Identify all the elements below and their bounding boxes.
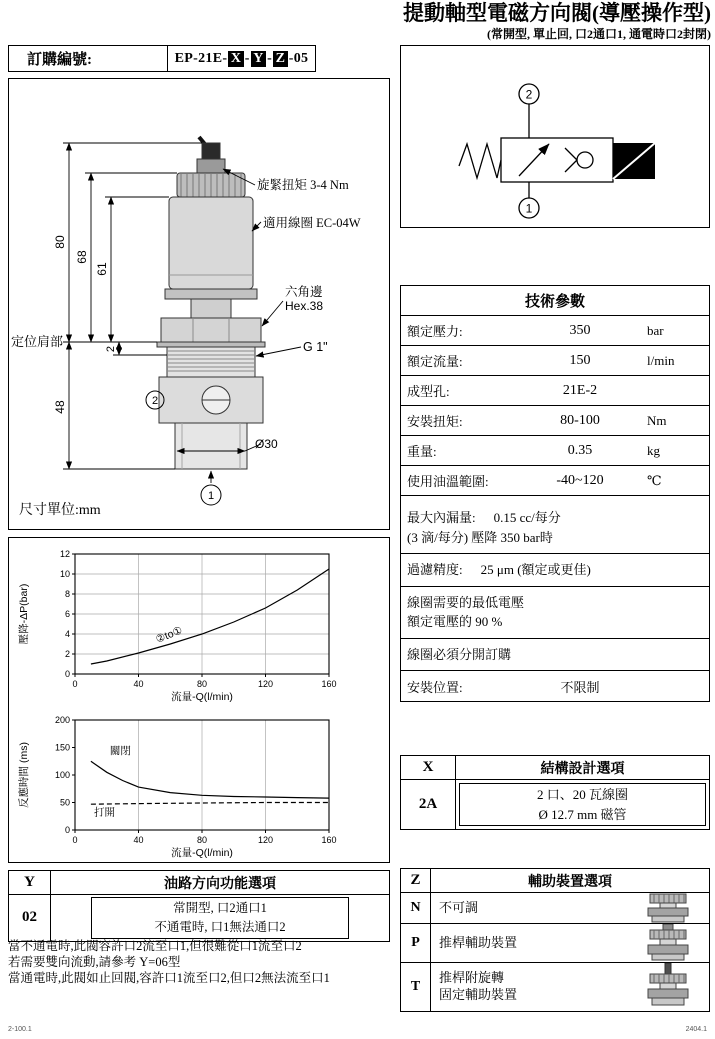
svg-text:2: 2 xyxy=(64,649,70,659)
z-label-t-line2: 固定輔助裝置 xyxy=(439,987,518,1002)
y-option-code: 02 xyxy=(9,895,51,941)
page-subtitle: (常開型, 單止回, 口2通口1, 通電時口2封閉) xyxy=(487,27,711,42)
hex-label-size: Hex.38 xyxy=(285,299,324,313)
svg-text:②to①: ②to① xyxy=(154,624,185,646)
z-column-letter: Z xyxy=(401,869,431,892)
order-code-sep: - xyxy=(267,50,273,66)
adjuster-icon-t xyxy=(627,963,709,1011)
dim-80: 80 xyxy=(53,235,67,249)
tech-row-mounting: 安裝位置: 不限制 xyxy=(407,679,600,695)
tech-row-weight: 重量: 0.35 kg xyxy=(401,436,709,466)
tech-row-flow: 額定流量: 150 l/min xyxy=(401,346,709,376)
svg-text:80: 80 xyxy=(196,835,208,845)
x-option-line1: 2 口、20 瓦線圈 xyxy=(536,787,628,802)
z-table-header xyxy=(401,869,709,893)
units-label: 尺寸單位:mm xyxy=(19,503,101,518)
page-title: 提動軸型電磁方向閥(導壓操作型) xyxy=(403,1,711,25)
y-option-notes xyxy=(8,938,398,986)
svg-text:10: 10 xyxy=(59,569,70,579)
footer-left-code: 2-100.1 xyxy=(8,1026,32,1033)
svg-text:80: 80 xyxy=(196,679,208,689)
svg-text:150: 150 xyxy=(54,742,70,753)
coil-note: 線圈必須分開訂購 xyxy=(407,646,512,662)
check-valve-ball xyxy=(577,152,593,168)
technical-parameters-table xyxy=(400,285,710,702)
hex-label-cn: 六角邊 xyxy=(285,285,323,299)
z-option-row-p xyxy=(401,924,709,963)
y-table-header xyxy=(9,871,389,895)
tech-row-coil-note xyxy=(401,639,709,672)
adjuster-icon-n xyxy=(627,893,709,923)
x-option-code: 2A xyxy=(401,780,456,829)
voltage-line1: 線圈需要的最低電壓 xyxy=(407,594,525,610)
x-option-line2: Ø 12.7 mm 磁管 xyxy=(538,806,627,822)
order-code-prefix: EP-21E- xyxy=(174,50,228,66)
hydraulic-symbol-box xyxy=(400,45,710,228)
port-1-marker xyxy=(201,485,221,505)
dim-dia30: Ø30 xyxy=(255,437,278,451)
adjuster-icon-p xyxy=(627,924,709,962)
svg-text:0: 0 xyxy=(72,679,78,689)
y-note-3: 當通電時,此閥如止回閥,容許口1流至口2,但口2無法流至口1 xyxy=(8,971,330,985)
header xyxy=(403,2,711,42)
valve-body-outline xyxy=(157,137,265,469)
thread-label: G 1" xyxy=(303,340,328,354)
z-option-table xyxy=(400,868,710,1012)
order-code-z-chip: Z xyxy=(273,51,288,67)
order-code xyxy=(167,46,315,71)
x-option-row xyxy=(401,780,709,829)
svg-text:0: 0 xyxy=(64,825,70,835)
spring-symbol xyxy=(459,144,501,178)
svg-text:反應時間 (ms): 反應時間 (ms) xyxy=(18,742,30,808)
y-table-title: 油路方向功能選項 xyxy=(164,876,276,892)
filter-value: 25 μm (額定或更佳) xyxy=(480,562,591,577)
x-column-letter: X xyxy=(401,756,456,779)
z-code-p: P xyxy=(401,924,431,962)
y-option-table xyxy=(8,870,390,942)
svg-text:打開: 打開 xyxy=(94,806,116,819)
leak-label: 最大內漏量: xyxy=(407,510,476,525)
svg-text:1: 1 xyxy=(207,490,215,502)
valve-drawing-box xyxy=(8,78,390,530)
svg-text:壓降-ΔP(bar): 壓降-ΔP(bar) xyxy=(18,583,30,645)
pressure-drop-chart xyxy=(15,544,381,704)
order-code-sep: - xyxy=(244,50,250,66)
svg-text:0: 0 xyxy=(72,835,78,845)
dim-48: 48 xyxy=(53,400,67,414)
leak-condition: (3 滴/每分) 壓降 350 bar時 xyxy=(407,529,553,545)
y-option-line1: 常開型, 口2通口1 xyxy=(173,901,267,915)
tech-row-pressure: 額定壓力: 350 bar xyxy=(401,316,709,346)
y-column-letter: Y xyxy=(9,871,51,894)
svg-text:流量-Q(l/min): 流量-Q(l/min) xyxy=(171,691,233,703)
svg-text:6: 6 xyxy=(64,609,70,619)
tech-row-temperature: 使用油溫範圍: -40~120 ℃ xyxy=(401,466,709,496)
svg-text:2: 2 xyxy=(151,395,159,407)
check-valve-seat xyxy=(565,148,577,172)
voltage-line2: 額定電壓的 90 % xyxy=(407,614,503,629)
svg-text:關閉: 關閉 xyxy=(109,745,131,758)
x-option-cell xyxy=(456,780,709,829)
coil-label: 適用線圈 EC-04W xyxy=(263,216,361,230)
y-option-row xyxy=(9,895,389,941)
svg-text:12: 12 xyxy=(59,549,70,559)
tech-row-filtration xyxy=(401,554,709,587)
z-option-row-n xyxy=(401,893,709,924)
z-label-t-line1: 推桿附旋轉 xyxy=(439,970,505,986)
svg-text:200: 200 xyxy=(54,715,70,725)
z-code-t: T xyxy=(401,963,431,1011)
shoulder-label: 定位肩部 xyxy=(11,334,64,349)
z-option-row-t xyxy=(401,963,709,1011)
order-code-suffix: -05 xyxy=(288,50,309,66)
leak-value: 0.15 cc/每分 xyxy=(493,510,561,525)
x-table-title: 結構設計選項 xyxy=(540,761,625,777)
valve-function-frame xyxy=(501,138,613,182)
torque-label: 旋緊扭矩 3-4 Nm xyxy=(257,178,349,192)
svg-text:160: 160 xyxy=(321,679,337,689)
y-note-1: 當不通電時,此閥容許口2流至口1,但很難從口1流至口2 xyxy=(8,939,302,953)
z-label-p: 推桿輔助裝置 xyxy=(439,934,518,950)
tech-row-cavity: 成型孔: 21E-2 xyxy=(401,376,709,406)
symbol-port-1-label: 1 xyxy=(525,201,533,216)
z-code-n: N xyxy=(401,893,431,923)
y-note-2: 若需要雙向流動,請參考 Y=06型 xyxy=(8,955,181,969)
performance-charts-box xyxy=(8,537,390,863)
valve-cross-section-drawing xyxy=(9,79,387,527)
order-number-box xyxy=(8,45,316,72)
x-option-table xyxy=(400,755,710,830)
svg-text:160: 160 xyxy=(321,835,337,845)
svg-text:40: 40 xyxy=(133,679,144,689)
z-table-title: 輔助裝置選項 xyxy=(528,874,612,890)
response-time-chart xyxy=(15,710,381,860)
symbol-port-2-label: 2 xyxy=(525,87,533,102)
svg-text:0: 0 xyxy=(64,669,70,679)
filter-label: 過濾精度: xyxy=(407,562,463,577)
z-label-n: 不可調 xyxy=(439,899,479,915)
dim-2: 2 xyxy=(105,345,117,353)
svg-text:120: 120 xyxy=(257,679,274,689)
valve-symbol-schematic xyxy=(401,46,707,225)
tech-row-leakage xyxy=(401,496,709,554)
svg-text:4: 4 xyxy=(64,629,70,639)
footer-right-code: 2404.1 xyxy=(685,1026,707,1033)
svg-text:8: 8 xyxy=(64,589,70,599)
dim-61: 61 xyxy=(95,262,109,276)
svg-text:100: 100 xyxy=(54,770,70,780)
order-number-label: 訂購編號: xyxy=(27,52,92,68)
svg-text:120: 120 xyxy=(257,835,274,845)
y-option-cell xyxy=(51,895,389,941)
tech-table-title: 技術參數 xyxy=(401,286,709,316)
z-label-t xyxy=(431,966,627,1008)
svg-text:40: 40 xyxy=(133,835,144,845)
x-table-header xyxy=(401,756,709,780)
y-option-line2: 不通電時, 口1無法通口2 xyxy=(154,919,286,934)
order-code-y-chip: Y xyxy=(251,51,266,67)
tech-row-voltage xyxy=(401,587,709,639)
order-code-x-chip: X xyxy=(228,51,243,67)
svg-text:流量-Q(l/min): 流量-Q(l/min) xyxy=(171,847,233,859)
svg-text:50: 50 xyxy=(59,797,70,808)
dim-68: 68 xyxy=(75,250,89,264)
tech-row-torque: 安裝扭矩: 80-100 Nm xyxy=(401,406,709,436)
